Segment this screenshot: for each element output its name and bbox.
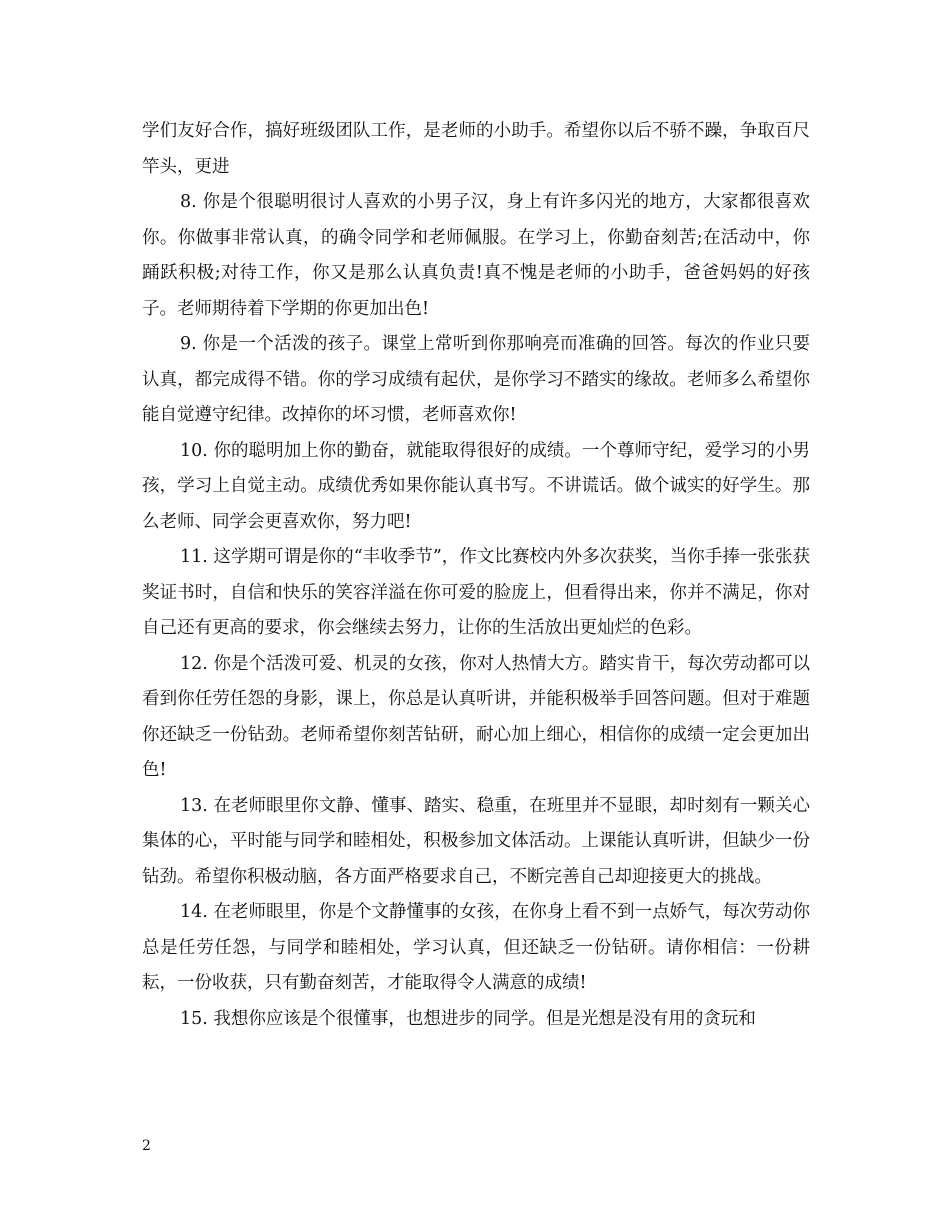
paragraph-item-9: 9. 你是一个活泼的孩子。课堂上常听到你那响亮而准确的回答。每次的作业只要认真，都完成得不错。你的学习成绩有起伏，是你学习不踏实的缘故。老师多么希望你能自觉遵守纪律。改掉你的坏习惯，老师喜欢你! (142, 334, 810, 425)
paragraph-item-8: 8. 你是个很聪明很讨人喜欢的小男子汉，身上有许多闪光的地方，大家都很喜欢你。你做事非常认真，的确令同学和老师佩服。在学习上，你勤奋刻苦;在活动中，你踊跃积极;对待工作，你又是那么认真负责!真不愧是老师的小助手，爸爸妈妈的好孩子。老师期待着下学期的你更加出色! (142, 192, 810, 319)
body-text (142, 114, 810, 1037)
paragraph-item-10: 10. 你的聪明加上你的勤奋，就能取得很好的成绩。一个尊师守纪，爱学习的小男孩，学习上自觉主动。成绩优秀如果你能认真书写。不讲谎话。做个诚实的好学生。那么老师、同学会更喜欢你，努力吧! (142, 440, 810, 532)
paragraph-item-13: 13. 在老师眼里你文静、懂事、踏实、稳重，在班里并不显眼，却时刻有一颗关心集体的心，平时能与同学和睦相处，积极参加文体活动。上课能认真听讲，但缺少一份钻劲。希望你积极动脑，各方面严格要求自己，不断完善自己却迎接更大的挑战。 (142, 795, 810, 887)
paragraph-item-14: 14. 在老师眼里，你是个文静懂事的女孩，在你身上看不到一点娇气，每次劳动你总是任劳任怨，与同学和睦相处，学习认真，但还缺乏一份钻研。请你相信：一份耕耘，一份收获，只有勤奋刻苦，才能取得令人满意的成绩! (142, 902, 810, 993)
page-number: 2 (142, 1138, 151, 1154)
paragraph-continuation: 学们友好合作，搞好班级团队工作，是老师的小助手。希望你以后不骄不躁，争取百尺竿头，更进 (142, 121, 810, 177)
paragraph-item-11: 11. 这学期可谓是你的“丰收季节”，作文比赛校内外多次获奖，当你手捧一张张获奖证书时，自信和快乐的笑容洋溢在你可爱的脸庞上，但看得出来，你并不满足，你对自己还有更高的要求，你会继续去努力，让你的生活放出更灿烂的色彩。 (142, 547, 810, 638)
paragraph-item-15: 15. 我想你应该是个很懂事，也想进步的同学。但是光想是没有用的贪玩和 (180, 1008, 756, 1029)
paragraph-item-12: 12. 你是个活泼可爱、机灵的女孩，你对人热情大方。踏实肯干，每次劳动都可以看到你任劳任怨的身影，课上，你总是认真听讲，并能积极举手回答问题。但对于难题你还缺乏一份钻劲。老师希望你刻苦钻研，耐心加上细心，相信你的成绩一定会更加出色! (142, 653, 810, 780)
